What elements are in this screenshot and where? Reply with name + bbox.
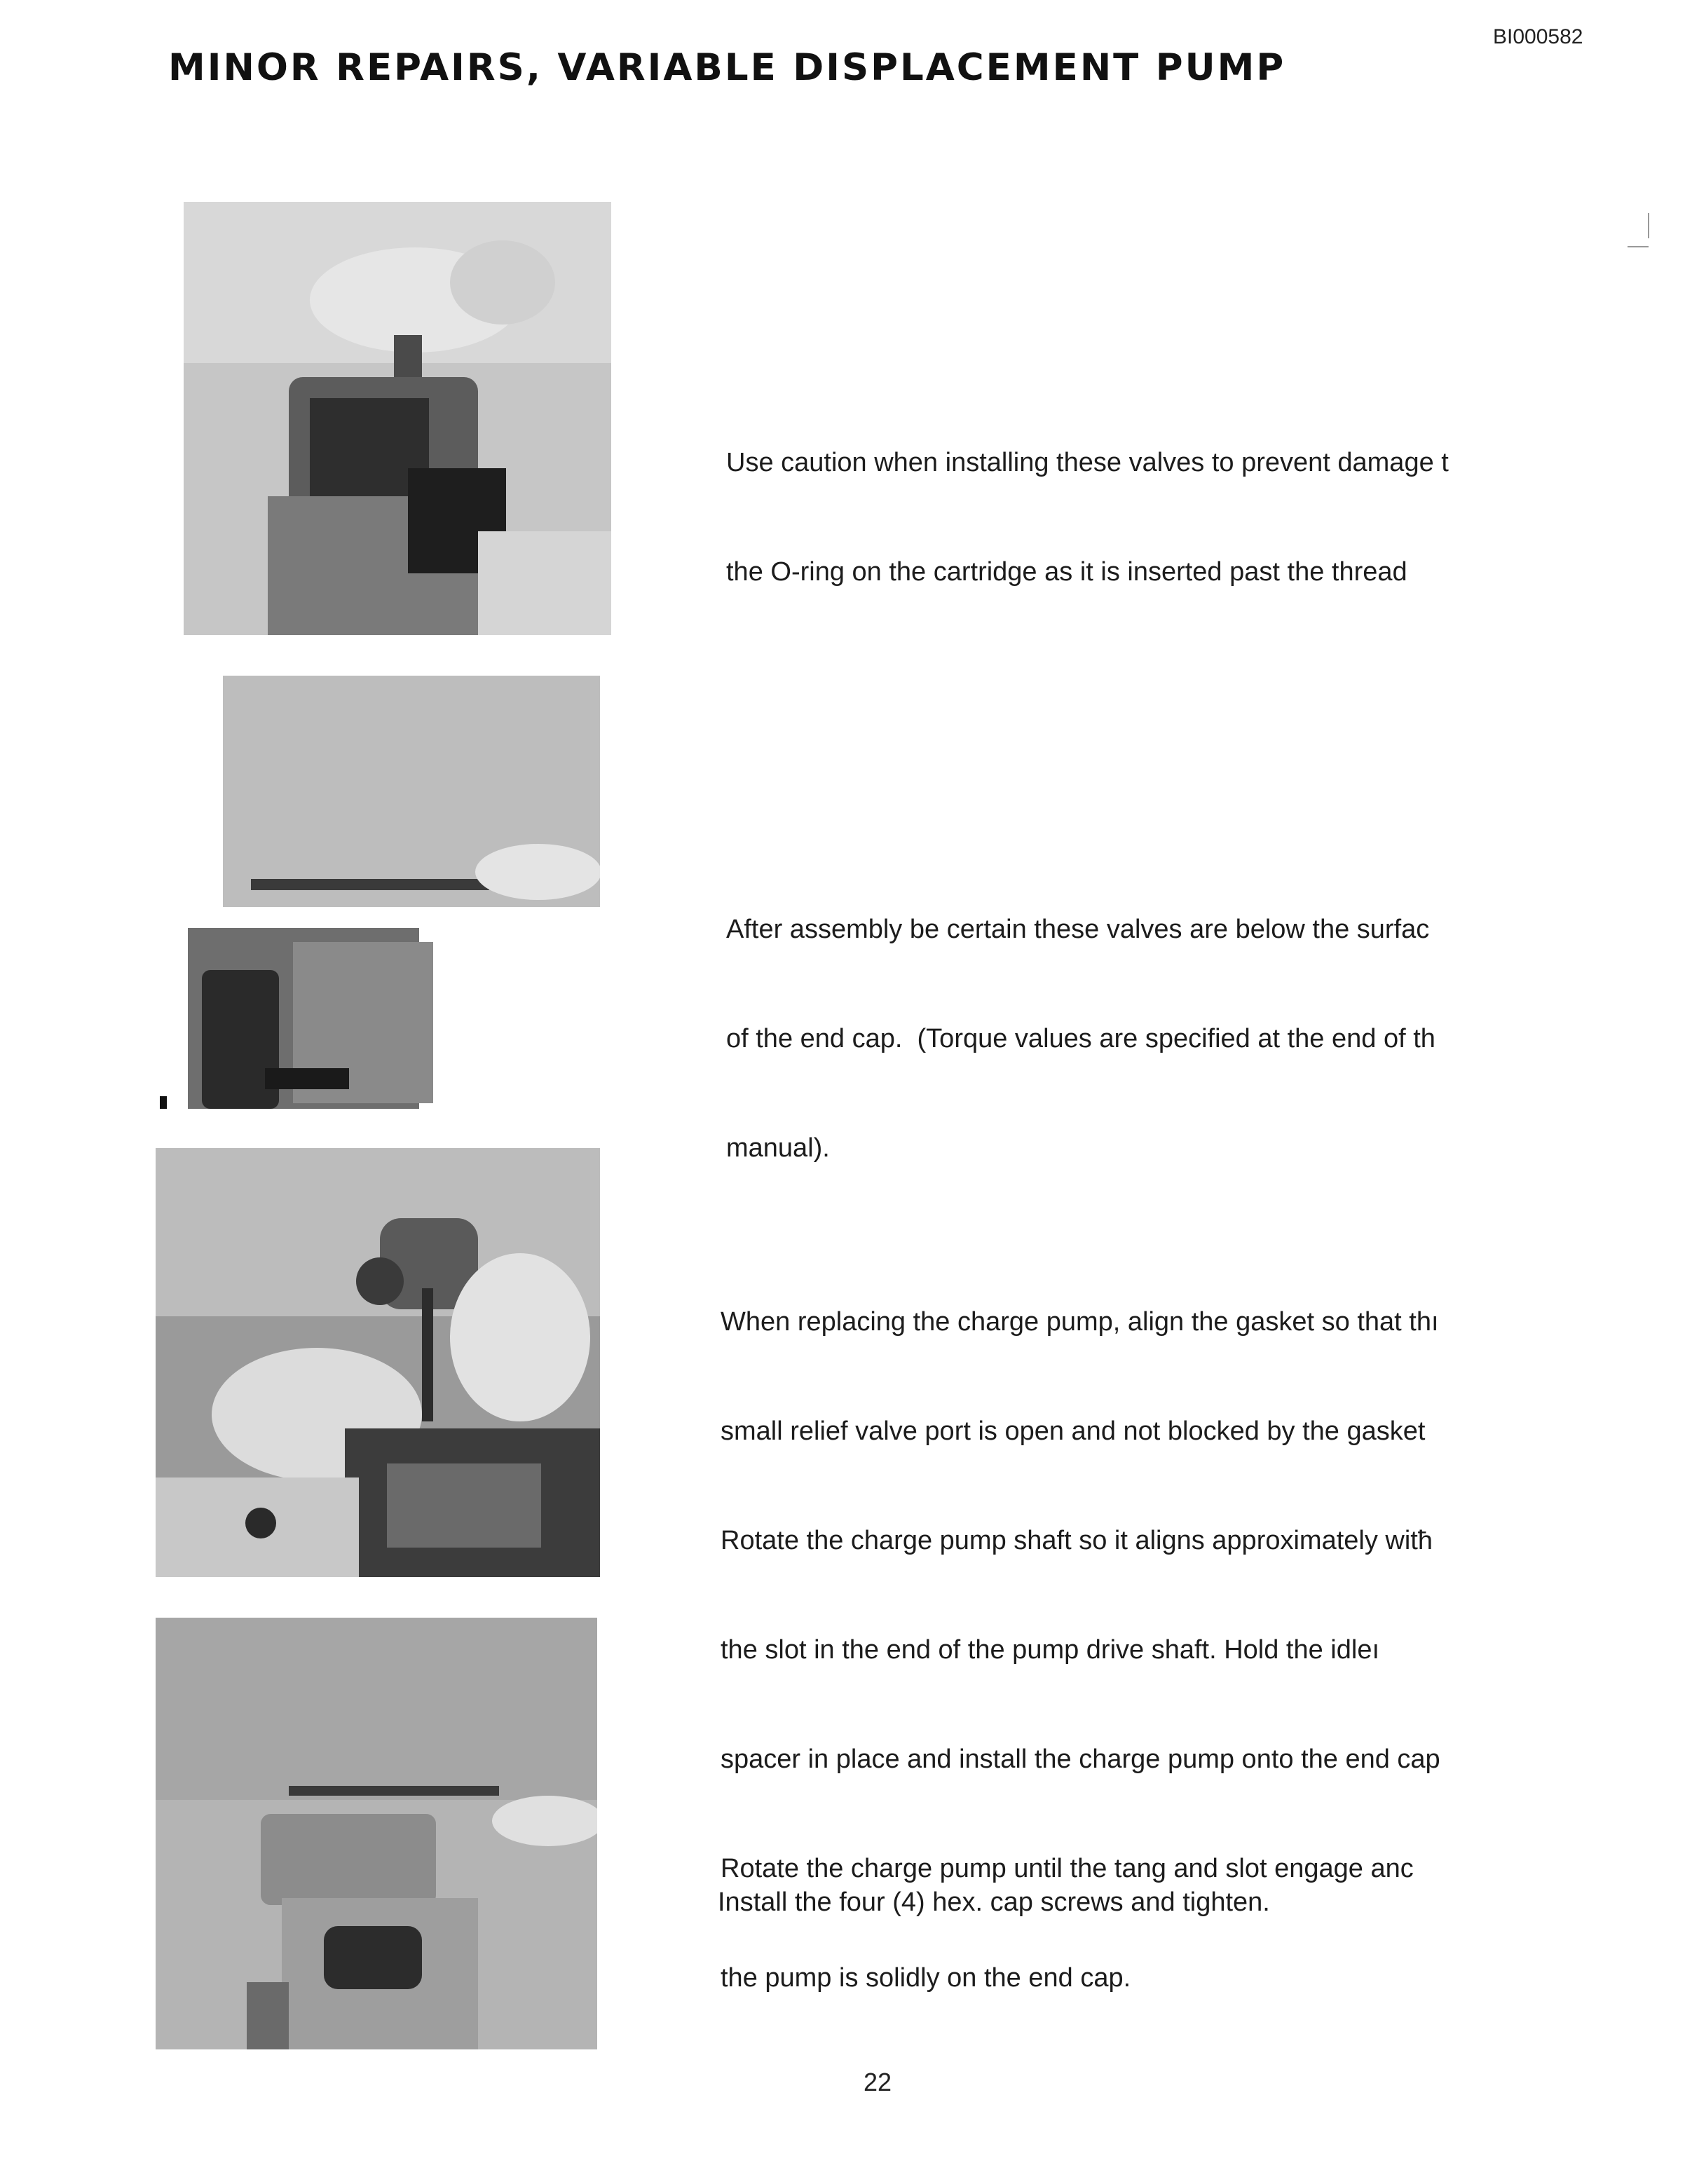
- step-1-caption: [726, 371, 1529, 627]
- step-4-photo: [156, 1618, 597, 2049]
- step-4-caption: [718, 1811, 1536, 1957]
- page-title: MINOR REPAIRS, VARIABLE DISPLACEMENT PUMP: [168, 46, 1286, 89]
- step-2-caption-line-3: manual).: [726, 1133, 830, 1163]
- step-3-photo: [156, 1148, 600, 1577]
- step-1-caption-line-2: the O-ring on the cartridge as it is inserted past the thread: [726, 557, 1407, 587]
- step-3-caption-line-1: When replacing the charge pump, align the gasket so that thı: [721, 1307, 1439, 1337]
- step-2-caption-line-1: After assembly be certain these valves are below the surfac: [726, 915, 1430, 944]
- document-id: BI000582: [1493, 25, 1583, 48]
- margin-mark: [1625, 210, 1651, 250]
- step-1-photo: [184, 202, 611, 635]
- step-2-photo: [160, 676, 600, 1109]
- step-2-caption-line-2: of the end cap. (Torque values are specified at the end of th: [726, 1024, 1435, 1053]
- step-3-caption-line-4: the slot in the end of the pump drive shaft. Hold the idleı: [721, 1635, 1380, 1665]
- step-3-caption-line-5: spacer in place and install the charge pump onto the end cap: [721, 1745, 1440, 1774]
- step-1-caption-line-1: Use caution when installing these valves to prevent damage t: [726, 448, 1449, 477]
- step-2-caption: [726, 838, 1529, 1203]
- step-3-caption-line-6: Rotate the charge pump until the tang and slot engage anс: [721, 1854, 1414, 1883]
- step-3-caption-line-2: small relief valve port is open and not blocked by the gasket: [721, 1417, 1426, 1446]
- page-number: 22: [864, 2068, 892, 2096]
- step-3-caption-line-3: Rotate the charge pump shaft so it aligns approximately witħ: [721, 1526, 1433, 1555]
- step-4-caption-line-1: Install the four (4) hex. cap screws and tighten.: [718, 1888, 1270, 1917]
- step-3-caption-line-7: the pump is solidly on the end cap.: [721, 1963, 1131, 1993]
